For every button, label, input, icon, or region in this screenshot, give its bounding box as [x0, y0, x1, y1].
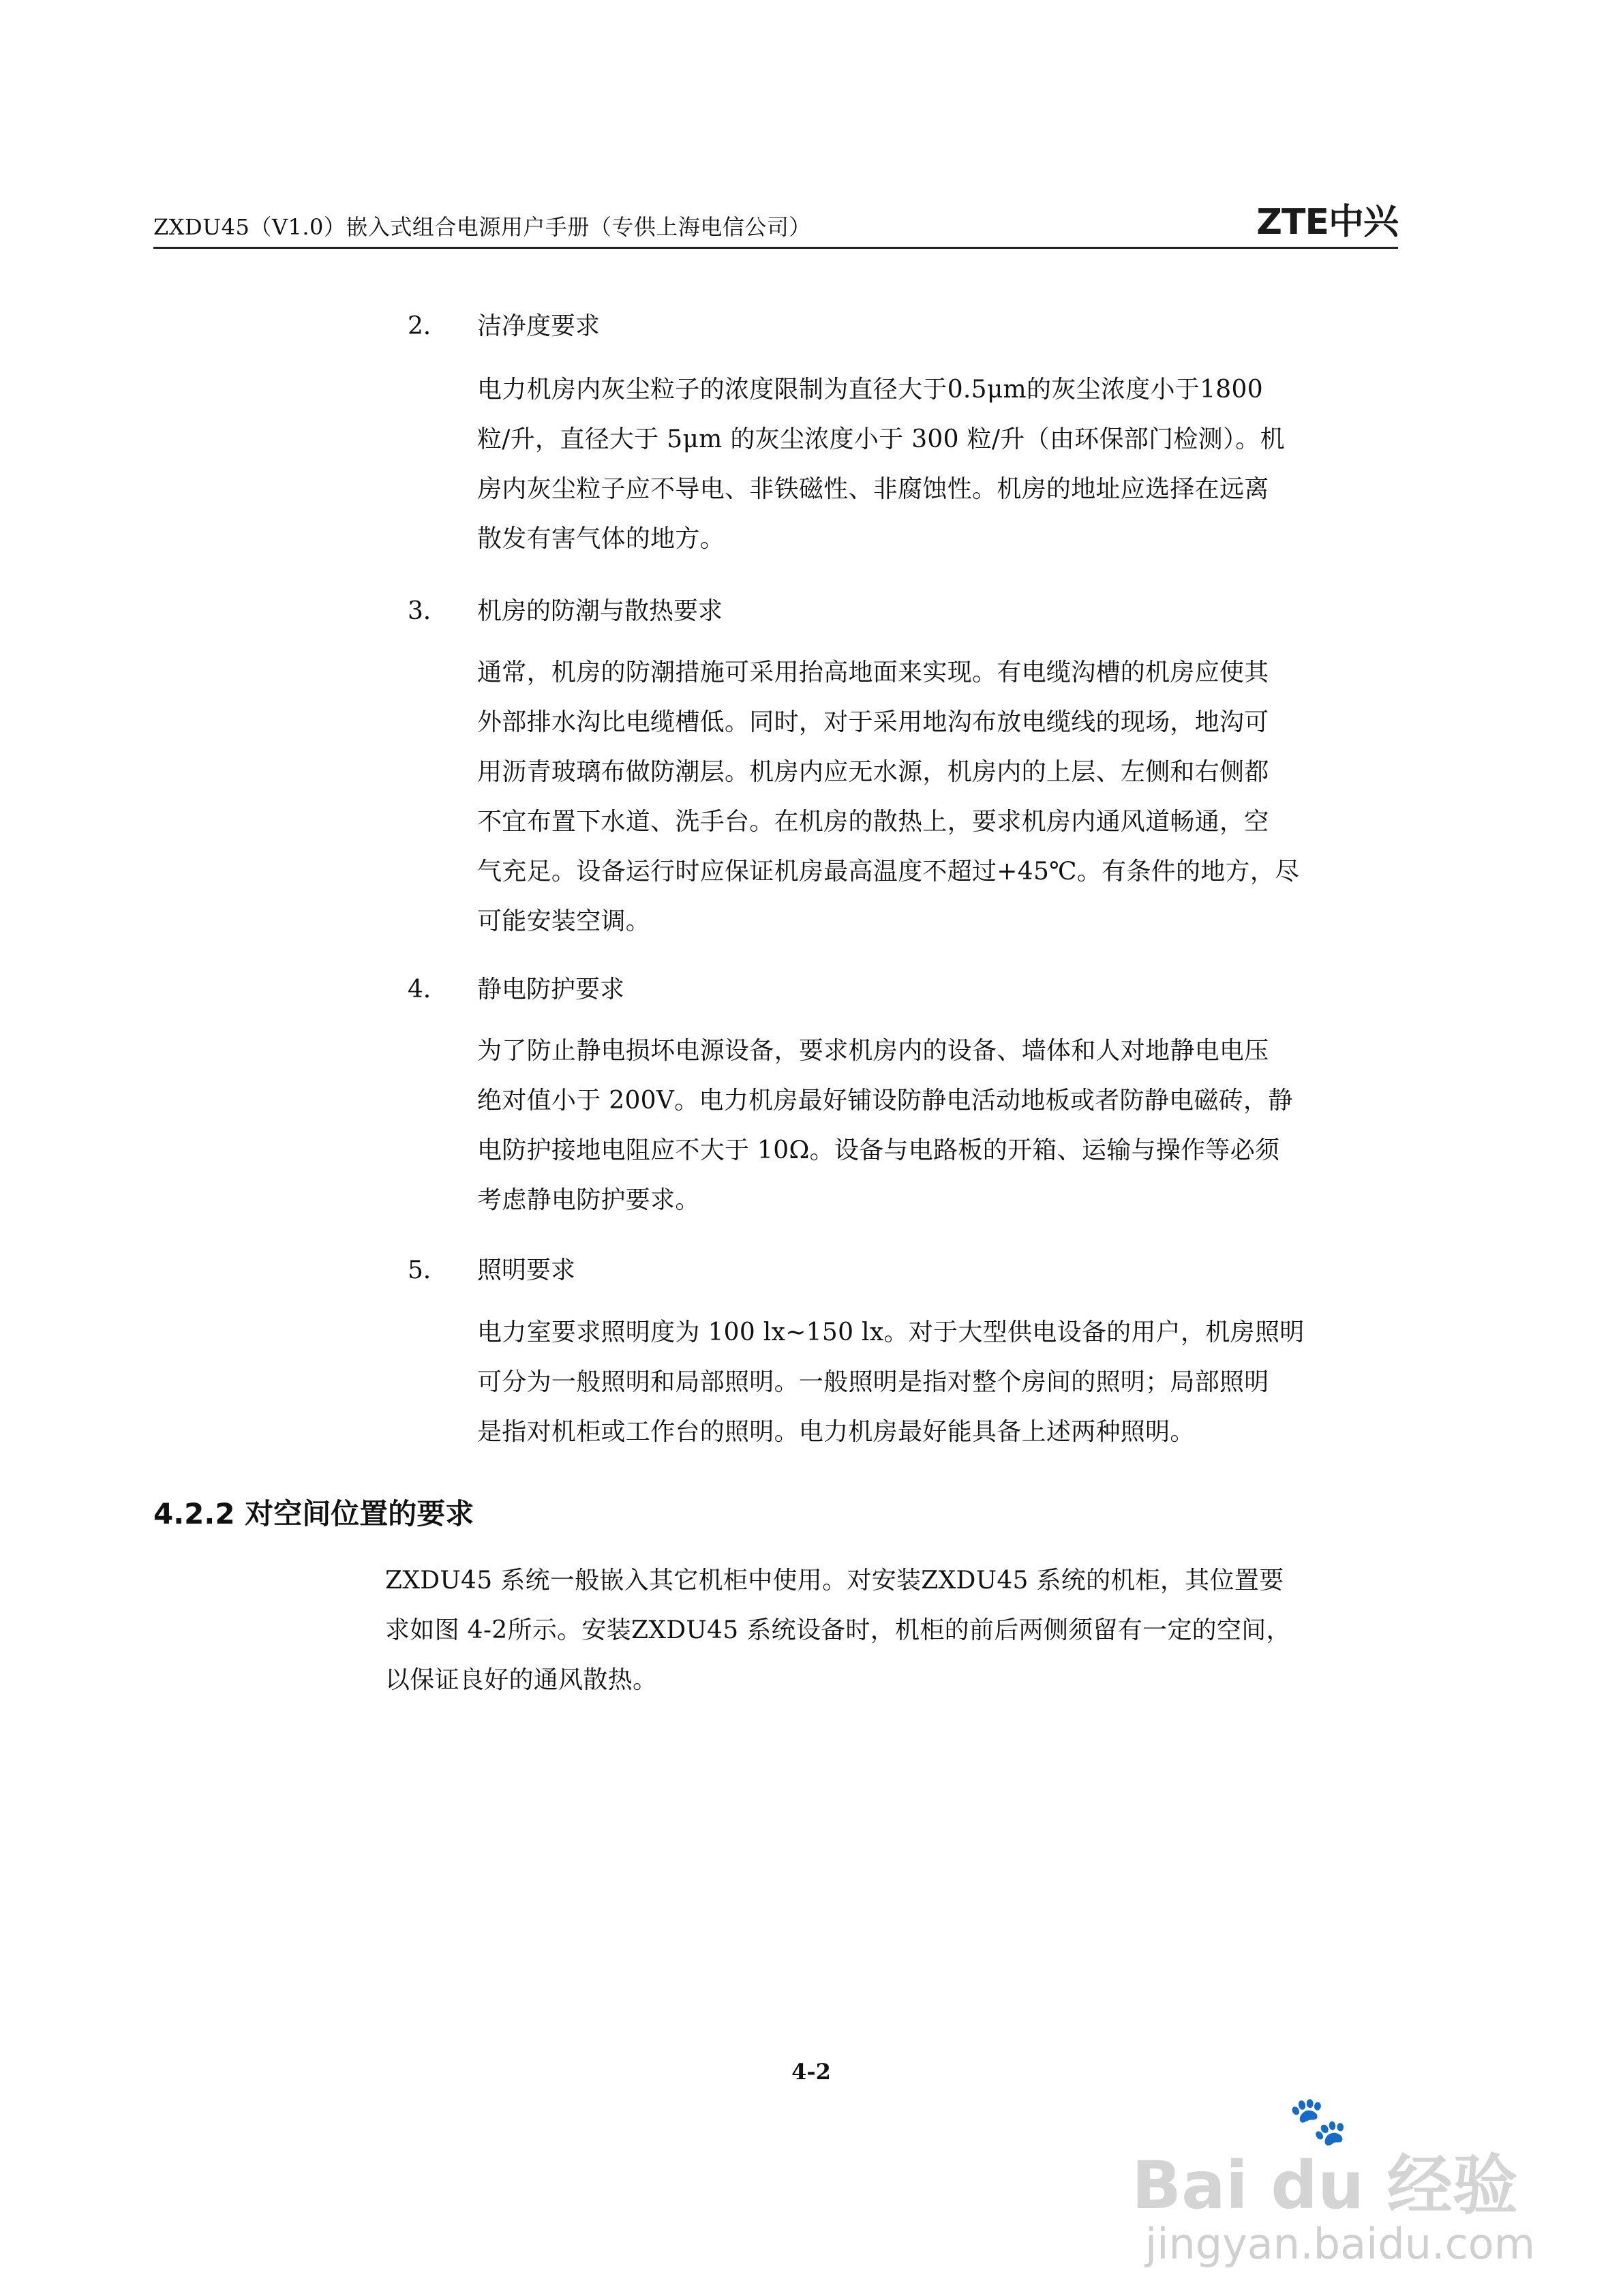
text-line: 电力室要求照明度为 100 lx~150 lx。对于大型供电设备的用户，机房照明	[477, 1318, 1305, 1346]
text-line: 以保证良好的通风散热。	[385, 1666, 658, 1694]
text-line: 用沥青玻璃布做防潮层。机房内应无水源，机房内的上层、左侧和右侧都	[477, 758, 1269, 786]
text-line: 房内灰尘粒子应不导电、非铁磁性、非腐蚀性。机房的地址应选择在远离	[477, 475, 1269, 503]
page-number: 4-2	[791, 2059, 831, 2085]
item-title: 静电防护要求	[477, 976, 625, 1003]
item-title: 洁净度要求	[477, 312, 601, 340]
item-heading-moisture-heat	[408, 592, 723, 626]
item-heading-lighting	[408, 1251, 575, 1286]
text-line: ZXDU45 系统一般嵌入其它机柜中使用。对安装ZXDU45 系统的机柜，其位置要	[385, 1567, 1284, 1595]
item-heading-cleanliness	[408, 307, 600, 342]
item-title: 照明要求	[477, 1256, 576, 1284]
paragraph-space-requirements	[385, 1556, 1399, 1705]
item-heading-static-protection	[408, 970, 624, 1005]
paragraph-moisture-heat	[477, 648, 1399, 946]
text-line: 绝对值小于 200V。电力机房最好铺设防静电活动地板或者防静电磁砖，静	[477, 1087, 1293, 1115]
text-line: 不宜布置下水道、洗手台。在机房的散热上，要求机房内通风道畅通，空	[477, 808, 1269, 836]
item-number: 4．	[408, 976, 448, 1003]
text-line: 为了防止静电损坏电源设备，要求机房内的设备、墙体和人对地静电电压	[477, 1037, 1269, 1065]
text-line: 求如图 4-2所示。安装ZXDU45 系统设备时，机柜的前后两侧须留有一定的空间，	[385, 1616, 1291, 1644]
watermark-url: jingyan.baidu.com	[1145, 2219, 1536, 2269]
item-title: 机房的防潮与散热要求	[477, 597, 723, 625]
watermark-brand: Bai du 经验	[1132, 2147, 1518, 2224]
paw-icon: 🐾	[1288, 2093, 1348, 2149]
paragraph-cleanliness	[477, 365, 1399, 564]
text-line: 考虑静电防护要求。	[477, 1186, 700, 1214]
text-line: 外部排水沟比电缆槽低。同时，对于采用地沟布放电缆线的现场，地沟可	[477, 708, 1269, 736]
text-line: 可分为一般照明和局部照明。一般照明是指对整个房间的照明；局部照明	[477, 1368, 1269, 1396]
text-line: 电力机房内灰尘粒子的浓度限制为直径大于0.5μm的灰尘浓度小于1800	[477, 376, 1263, 404]
item-number: 2．	[408, 312, 448, 340]
text-line: 电防护接地电阻应不大于 10Ω。设备与电路板的开箱、运输与操作等必须	[477, 1136, 1280, 1164]
text-line: 通常，机房的防潮措施可采用抬高地面来实现。有电缆沟槽的机房应使其	[477, 659, 1269, 686]
text-line: 粒/升，直径大于 5μm 的灰尘浓度小于 300 粒/升（由环保部门检测）。机	[477, 425, 1285, 453]
paragraph-static-protection	[477, 1026, 1399, 1225]
zte-logo: ZTE中兴	[1256, 202, 1398, 243]
section-heading: 4.2.2 对空间位置的要求	[153, 1497, 474, 1530]
item-number: 5．	[408, 1256, 448, 1284]
text-line: 是指对机柜或工作台的照明。电力机房最好能具备上述两种照明。	[477, 1418, 1195, 1446]
header-divider	[153, 247, 1398, 249]
text-line: 气充足。设备运行时应保证机房最高温度不超过+45℃。有条件的地方，尽	[477, 858, 1300, 886]
text-line: 散发有害气体的地方。	[477, 525, 725, 553]
item-number: 3．	[408, 597, 448, 625]
header-title: ZXDU45（V1.0）嵌入式组合电源用户手册（专供上海电信公司）	[153, 214, 811, 240]
page-header	[153, 203, 1398, 244]
baidu-watermark	[1132, 2093, 1554, 2284]
text-line: 可能安装空调。	[477, 907, 651, 935]
paragraph-lighting	[477, 1308, 1399, 1457]
